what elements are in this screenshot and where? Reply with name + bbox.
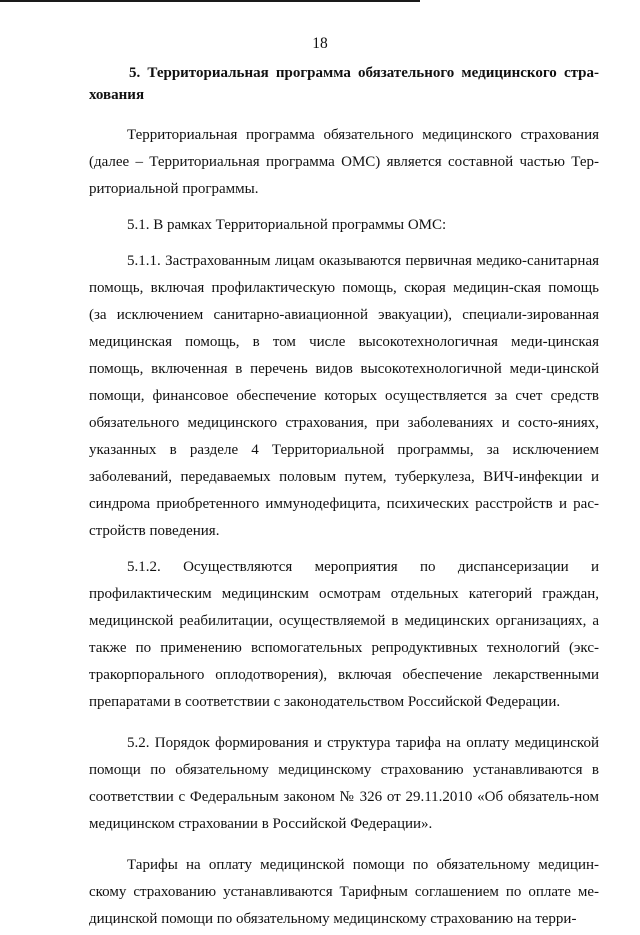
page-number: 18 [312, 35, 328, 52]
paragraph-5-1-1: 5.1.1. Застрахованным лицам оказываются первичная медико-санитарная помощь, включая профилактическую помощь, скорая медицин-ская помощь (за исключением санитарно-авиационной эвакуации), специали-зированная медицинская помощь, в том числе высокотехнологичная меди-цинская помощь, включенная в перечень видов высокотехнологичной меди-цинской помощи, финансовое обеспечение которых осуществляется за счет средств обязательного медицинского страхования, при заболеваниях и состо-яниях, указанных в разделе 4 Территориальной программы, за исключением заболеваний, передаваемых половым путем, туберкулеза, ВИЧ-инфекции и синдрома приобретенного иммунодефицита, психических расстройств и рас-стройств поведения. [89, 253, 599, 539]
paragraph-intro: Территориальная программа обязательного медицинского страхования (далее – Территориальная программа ОМС) является составной частью Тер-риториальной программы. [89, 127, 599, 197]
document-body [89, 58, 599, 935]
paragraph-5-1-2: 5.1.2. Осуществляются мероприятия по диспансеризации и профилактическим медицинским осмотрам отдельных категорий граждан, медицинской реабилитации, осуществляемой в медицинских организациях, а также по применению вспомогательных репродуктивных технологий (экс-тракорпорального оплодотворения), включая обеспечение лекарственными препаратами в соответствии с законодательством Российской Федерации. [89, 559, 599, 710]
paragraph-5-1: 5.1. В рамках Территориальной программы ОМС: [127, 217, 447, 233]
paragraph-tariffs: Тарифы на оплату медицинской помощи по обязательному медицин-скому страхованию устанавливаются Тарифным соглашением по оплате ме-дицинской помощи по обязательному медицинскому страхованию на терри- [89, 857, 599, 927]
section-heading: 5. Территориальная программа обязательного медицинского стра-хования [89, 65, 599, 103]
paragraph-5-2: 5.2. Порядок формирования и структура тарифа на оплату медицинской помощи по обязательному медицинскому страхованию устанавливаются в соответствии с Федеральным законом № 326 от 29.11.2010 «Об обязатель-ном медицинском страховании в Российской Федерации». [89, 735, 599, 832]
top-border-line [0, 0, 420, 2]
